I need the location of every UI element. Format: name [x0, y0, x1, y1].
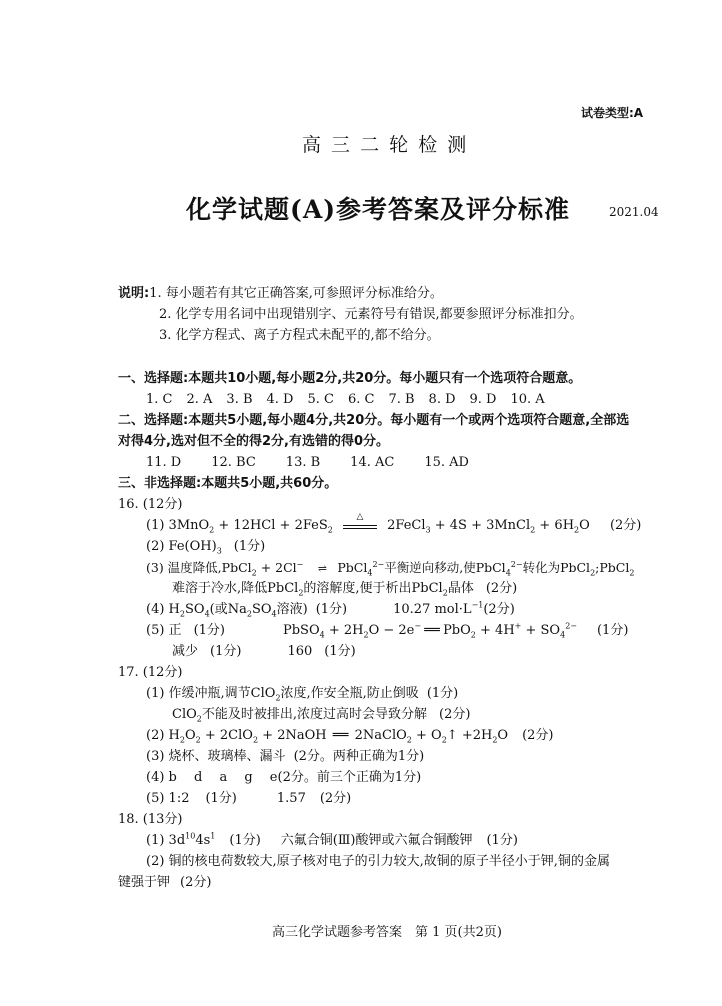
- equilibrium-arrow-icon: ⇌: [317, 562, 327, 575]
- answer-text: + 2ClO: [200, 728, 253, 743]
- answer-item: 15. AD: [424, 455, 469, 470]
- heat-equals-sign: [343, 512, 377, 529]
- answer-text: + 4H: [475, 623, 515, 638]
- score-label: (1分): [205, 791, 237, 806]
- answer-item: 1. C: [146, 392, 173, 407]
- page-footer: 高三化学试题参考答案 第 1 页(共2页): [272, 925, 502, 940]
- score-label: (1分): [596, 623, 629, 638]
- answer-text: 浓度,作安全瓶,防止倒吸: [280, 686, 419, 701]
- equation-part: (1) 3MnO: [146, 518, 210, 533]
- equals-sign: ══: [332, 728, 349, 743]
- answer-text: 2NaClO: [354, 728, 407, 743]
- answer-text: (1) 3d: [146, 833, 186, 848]
- q17-answer-1-cont: ClO$_2$不能及时被排出,浓度过高时会导致分解 (2分): [172, 707, 471, 724]
- part1-answers: [146, 391, 545, 409]
- answer-item: 14. AC: [350, 455, 395, 470]
- answer-text: 的溶解度,便于析出PbCl: [303, 581, 443, 596]
- q17-answer-5: [146, 790, 351, 808]
- q18-answer-2: (2) 铜的核电荷数较大,原子核对电子的引力较大,故铜的原子半径小于钾,铜的金属: [146, 854, 610, 869]
- equation-part: + 6H: [535, 518, 575, 533]
- score-label: (2分): [483, 602, 515, 617]
- q16-answer-3: (3) 温度降低,PbCl$_2$ + 2Cl− ⇌ PbCl$_4^{2-}$平衡逆向移动,使PbCl$_4^{2-}$转化为PbCl$_2$;PbCl$_2$: [146, 559, 635, 578]
- answer-text: ;PbCl: [595, 560, 630, 575]
- notes-label: 说明:: [118, 286, 150, 301]
- q16-answer-3-cont: 难溶于冷水,降低PbCl$_2$的溶解度,便于析出PbCl$_2$晶体 (2分): [172, 581, 518, 598]
- answer-text: (2) Fe(OH): [146, 539, 217, 554]
- notes-line-1: [118, 285, 443, 303]
- answer-text: + SO: [521, 623, 561, 638]
- score-label: (1分): [315, 602, 348, 617]
- answer-text: + O: [411, 728, 442, 743]
- section-heading-2-cont: 对得4分,选对但不全的得2分,有选错的得0分。: [118, 434, 390, 449]
- note-item: 3. 化学方程式、离子方程式未配平的,都不给分。: [159, 328, 440, 343]
- score-label: (1分): [426, 686, 459, 701]
- answer-text: 晶体: [447, 581, 474, 596]
- answer-text: PbO: [443, 623, 471, 638]
- answer-item: 9. D: [469, 392, 497, 407]
- equation-part: O: [579, 518, 590, 533]
- answer-text: (5) 正: [146, 623, 182, 638]
- note-item: 1. 每小题若有其它正确答案,可参照评分标准给分。: [149, 286, 443, 301]
- answer-text: PbSO: [282, 623, 320, 638]
- answer-text: 转化为PbCl: [522, 560, 591, 575]
- answer-text: 1.57: [276, 791, 306, 806]
- answer-text: O: [497, 728, 509, 743]
- answer-text: 4s: [195, 833, 211, 848]
- answer-text: (4) H: [146, 602, 180, 617]
- score-label: (2分): [485, 581, 518, 596]
- answer-text: ClO: [172, 707, 197, 722]
- answer-text: O: [184, 728, 196, 743]
- answer-text: (2) H: [146, 728, 180, 743]
- q16-answer-2: (2) $Fe(OH)_3$ (1分): [146, 539, 266, 556]
- answer-text: 溶液): [276, 602, 308, 617]
- page-title: 化学试题(A)参考答案及评分标准: [186, 195, 571, 224]
- answer-text: (1) 作缓冲瓶,调节ClO: [146, 686, 276, 701]
- answer-text: 平衡逆向移动,使PbCl: [384, 560, 506, 575]
- question-title-16: 16. (12分): [118, 497, 183, 512]
- exam-date: 2021.04: [609, 205, 659, 219]
- answer-item: 6. C: [347, 392, 375, 407]
- score-label: (1分): [486, 833, 518, 848]
- answer-item: 11. D: [146, 455, 182, 470]
- q16-answer-1: (1) 3MnO$_2$ + 12HCl + 2FeS$_2$ △ 2FeCl$_3$ + 4S + 3MnCl$_2$ + $6H_2O$ (2分): [146, 517, 641, 535]
- answer-text: PbCl: [337, 560, 368, 575]
- answer-item: 10. A: [510, 392, 545, 407]
- answer-text: + 2NaOH: [258, 728, 327, 743]
- q16-answer-5: (5) 正 (1分) PbSO$_4$ + $2H_2O - 2e^-$ ══ $PbO_2 + 4H^+ + SO_4^{2-}$ (1分): [146, 621, 629, 640]
- answer-item: 12. BC: [211, 455, 256, 470]
- answer-text: 10.27 mol·L: [393, 602, 472, 617]
- score-label: (1分): [233, 539, 266, 554]
- answer-item: 2. A: [186, 392, 213, 407]
- answer-text: SO: [251, 602, 272, 617]
- q17-answer-3: [146, 748, 424, 766]
- section-heading-2: 二、选择题:本题共5小题,每小题4分,共20分。每小题有一个或两个选项符合题意,全部选: [118, 413, 630, 428]
- score-label: (2分): [522, 728, 554, 743]
- section-heading-1: 一、选择题:本题共10小题,每小题2分,共20分。每小题只有一个选项符合题意。: [118, 371, 582, 386]
- answer-text: + 2H: [324, 623, 364, 638]
- answer-text: SO: [184, 602, 205, 617]
- score-label: (2分): [180, 875, 212, 890]
- score-label: (1分): [229, 833, 261, 848]
- q16-answer-5-cont: [172, 643, 356, 661]
- answer-text: 不能及时被排出,浓度过高时会导致分解: [201, 707, 427, 722]
- question-title-18: 18. (13分): [118, 812, 183, 827]
- answer-item: 3. B: [226, 392, 253, 407]
- note-item: 2. 化学专用名词中出现错别字、元素符号有错误,都要参照评分标准扣分。: [159, 307, 583, 322]
- answer-text: + 2Cl: [256, 560, 297, 575]
- equation-part: 2FeCl: [387, 518, 426, 533]
- answer-text: 160: [287, 644, 313, 659]
- answer-item: 7. B: [388, 392, 415, 407]
- answer-text: (3) 烧杯、玻璃棒、漏斗: [146, 749, 286, 764]
- q16-answer-4: (4) $H_2SO_4$(或$Na_2SO_4$溶液) (1分) 10.27 $mol\cdot L^{-1}(2$分): [146, 600, 515, 619]
- answer-text: 六氟合铜(Ⅲ)酸钾或六氟合铜酸钾: [280, 833, 473, 848]
- score-label: (2分。两种正确为1分): [293, 749, 425, 764]
- answer-text: (5) 1:2: [146, 791, 190, 806]
- answer-item: 5. C: [307, 392, 334, 407]
- equation-part: + 12HCl + 2FeS: [214, 518, 328, 533]
- answer-item: 4. D: [266, 392, 294, 407]
- answer-text: O − 2e: [368, 623, 415, 638]
- q17-answer-4: [146, 769, 421, 787]
- equals-sign: ══: [424, 623, 440, 638]
- q18-answer-2-cont: [118, 874, 211, 892]
- part2-answers: [146, 454, 469, 472]
- score-label: (2分。前三个正确为1分): [277, 770, 422, 785]
- equation-part: + 4S + 3MnCl: [430, 518, 531, 533]
- answer-text: 键强于钾: [118, 875, 171, 890]
- score-label: (2分): [319, 791, 352, 806]
- exam-name: 高 三 二 轮 检 测: [302, 134, 469, 156]
- answer-text: ↑ +2H: [446, 728, 493, 743]
- answer-text: (3) 温度降低,PbCl: [146, 560, 252, 575]
- answer-item: 13. B: [285, 455, 321, 470]
- score-label: (1分): [193, 623, 225, 638]
- answer-text: (或Na: [209, 602, 247, 617]
- answer-item: 8. D: [428, 392, 456, 407]
- score-label: (1分): [324, 644, 356, 659]
- answer-text: 难溶于冷水,降低PbCl: [172, 581, 299, 596]
- q17-answer-1: (1) 作缓冲瓶,调节ClO$_2$浓度,作安全瓶,防止倒吸 (1分): [146, 686, 459, 703]
- score-label: (2分): [609, 518, 642, 533]
- answer-text: (4) b d a g e: [146, 770, 278, 785]
- answer-text: 减少: [172, 644, 199, 659]
- section-heading-3: 三、非选择题:本题共5小题,共60分。: [118, 476, 338, 491]
- score-label: (1分): [210, 644, 242, 659]
- heat-symbol: △: [356, 512, 364, 522]
- paper-type: 试卷类型:A: [581, 106, 644, 120]
- score-label: (2分): [439, 707, 471, 722]
- q17-answer-2: (2) $H_2O_2 + 2ClO_2$ + 2NaOH ══ 2NaClO$_2$ + $O_2↑ +2H_2O$ (2分): [146, 728, 554, 745]
- question-title-17: 17. (12分): [118, 665, 183, 680]
- q18-answer-1: (1) $3d^{10}4s^1$ (1分) 六氟合铜(Ⅲ)酸钾或六氟合铜酸钾 (1分): [146, 831, 518, 848]
